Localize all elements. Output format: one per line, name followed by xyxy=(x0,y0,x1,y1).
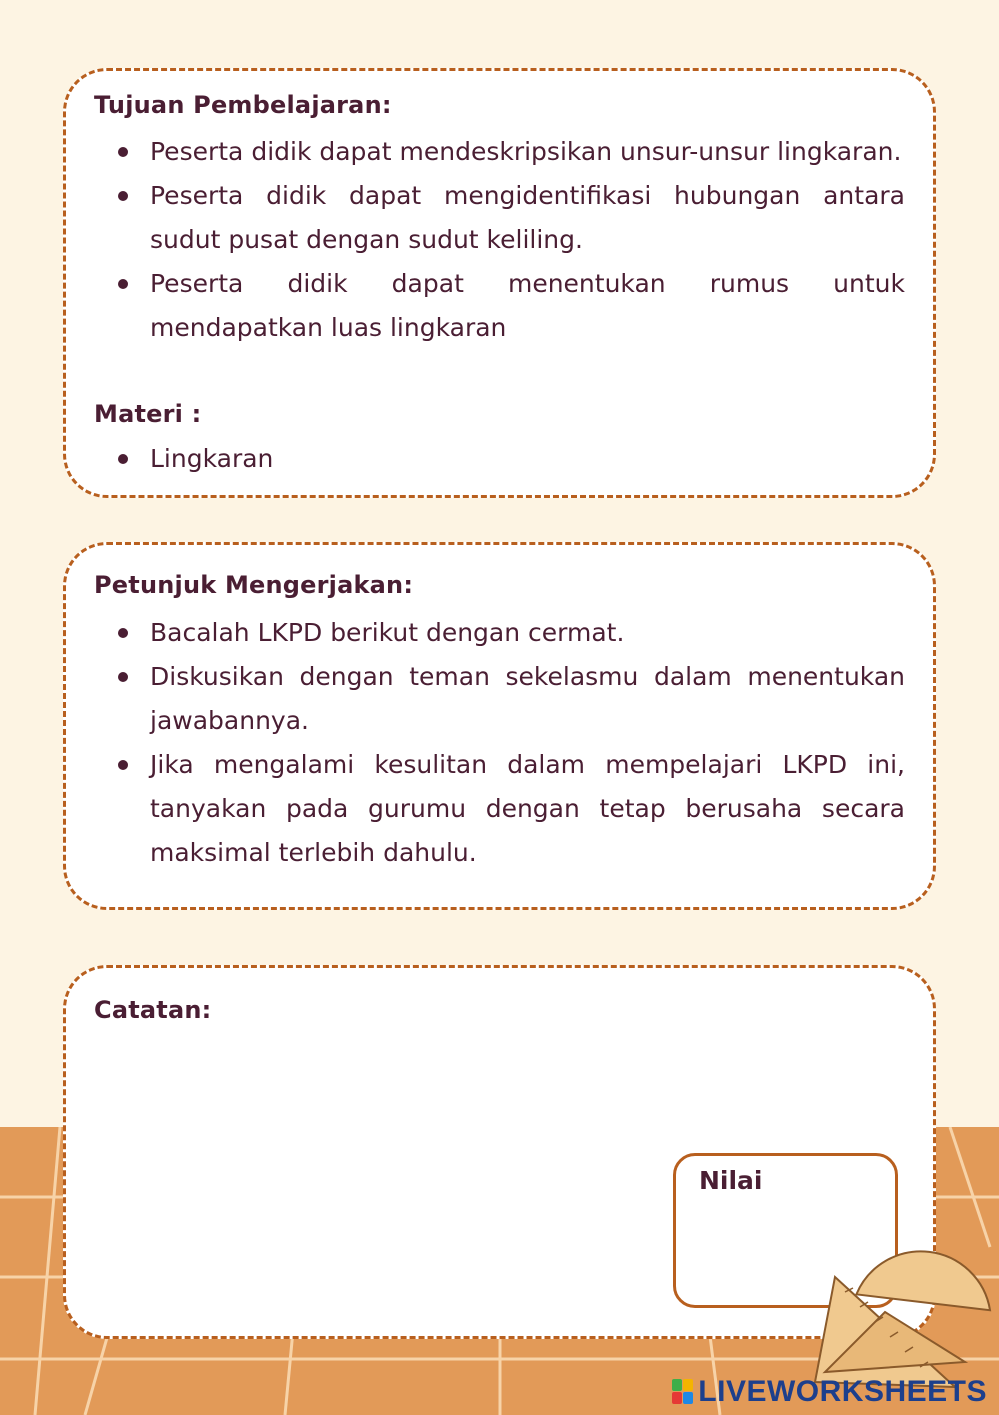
petunjuk-heading: Petunjuk Mengerjakan: xyxy=(94,571,414,599)
catatan-heading: Catatan: xyxy=(94,996,212,1024)
liveworksheets-watermark xyxy=(672,1375,987,1409)
petunjuk-list xyxy=(118,611,905,875)
score-label: Nilai xyxy=(699,1166,763,1195)
list-item: Jika mengalami kesulitan dalam mempelajari LKPD ini, tanyakan pada gurumu dengan tetap berusaha secara maksimal terlebih dahulu. xyxy=(118,743,905,875)
bullet-icon xyxy=(118,147,128,157)
materi-list xyxy=(118,437,905,481)
list-item: Diskusikan dengan teman sekelasmu dalam menentukan jawabannya. xyxy=(118,655,905,743)
bullet-icon xyxy=(118,454,128,464)
learning-objectives-card xyxy=(63,68,936,498)
list-item: Peserta didik dapat mendeskripsikan unsur-unsur lingkaran. xyxy=(118,130,905,174)
bullet-icon xyxy=(118,191,128,201)
instructions-card xyxy=(63,542,936,910)
bullet-icon xyxy=(118,279,128,289)
list-item: Peserta didik dapat menentukan rumus untuk mendapatkan luas lingkaran xyxy=(118,262,905,350)
list-item: Bacalah LKPD berikut dengan cermat. xyxy=(118,611,905,655)
bullet-icon xyxy=(118,760,128,770)
liveworksheets-logo-icon xyxy=(672,1379,694,1405)
bullet-icon xyxy=(118,628,128,638)
list-item: Peserta didik dapat mengidentifikasi hubungan antara sudut pusat dengan sudut keliling. xyxy=(118,174,905,262)
bullet-icon xyxy=(118,672,128,682)
tujuan-list xyxy=(118,130,905,350)
materi-heading: Materi : xyxy=(94,400,202,428)
list-item: Lingkaran xyxy=(118,437,905,481)
tujuan-heading: Tujuan Pembelajaran: xyxy=(94,91,392,119)
watermark-text: LIVEWORKSHEETS xyxy=(698,1375,987,1408)
protractor-ruler-icon xyxy=(805,1222,995,1392)
